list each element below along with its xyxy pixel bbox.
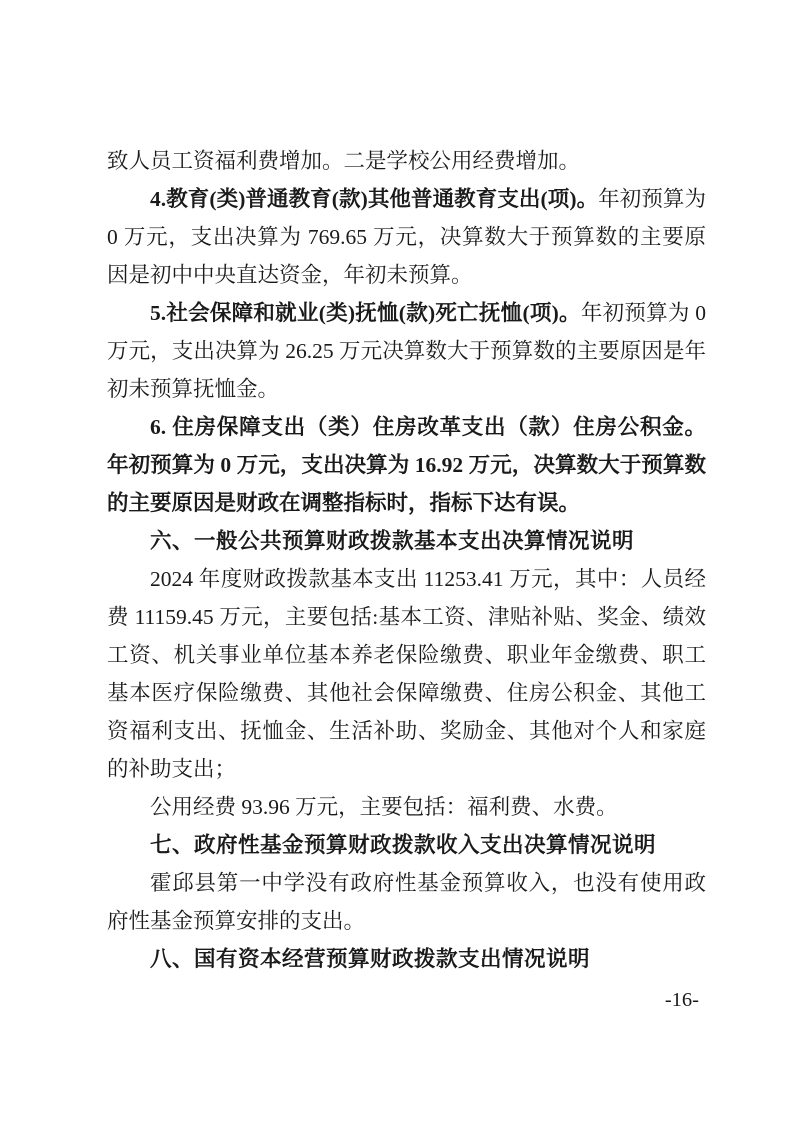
item-5-body: 年初预算为 0 万元，支出决算为 26.25 万元决算数大于预算数的主要原因是年初未预算抚恤金。	[107, 301, 706, 401]
section-7-heading: 七、政府性基金预算财政拨款收入支出决算情况说明	[150, 833, 657, 857]
item-4-paragraph	[107, 180, 706, 294]
item-4-title: 4.教育(类)普通教育(款)其他普通教育支出(项)。	[150, 187, 599, 211]
page-number: -16-	[664, 989, 699, 1011]
section-6-paragraph-1: 2024 年度财政拨款基本支出 11253.41 万元，其中：人员经费 11159.45 万元，主要包括:基本工资、津贴补贴、奖金、绩效工资、机关事业单位基本养老保险缴费、职业年金缴费、职工基本医疗保险缴费、其他社会保障缴费、住房公积金、其他工资福利支出、抚恤金、生活补助、奖励金、其他对个人和家庭的补助支出；	[107, 567, 706, 781]
item-4-body: 年初预算为 0 万元，支出决算为 769.65 万元，决算数大于预算数的主要原因是初中中央直达资金，年初未预算。	[107, 187, 706, 287]
section-6-heading: 六、一般公共预算财政拨款基本支出决算情况说明	[150, 529, 635, 553]
section-7-paragraph-1: 霍邱县第一中学没有政府性基金预算收入，也没有使用政府性基金预算安排的支出。	[107, 871, 706, 933]
section-6-paragraph-2: 公用经费 93.96 万元，主要包括：福利费、水费。	[150, 795, 618, 819]
carryover-paragraph: 致人员工资福利费增加。二是学校公用经费增加。	[107, 149, 581, 173]
section-8-heading: 八、国有资本经营预算财政拨款支出情况说明	[150, 947, 591, 971]
item-6-paragraph: 6. 住房保障支出（类）住房改革支出（款）住房公积金。年初预算为 0 万元，支出决算为 16.92 万元，决算数大于预算数的主要原因是财政在调整指标时，指标下达有误。	[107, 415, 706, 515]
item-5-paragraph	[107, 294, 706, 408]
item-5-title: 5.社会保障和就业(类)抚恤(款)死亡抚恤(项)。	[150, 301, 581, 325]
document-content	[107, 142, 706, 978]
